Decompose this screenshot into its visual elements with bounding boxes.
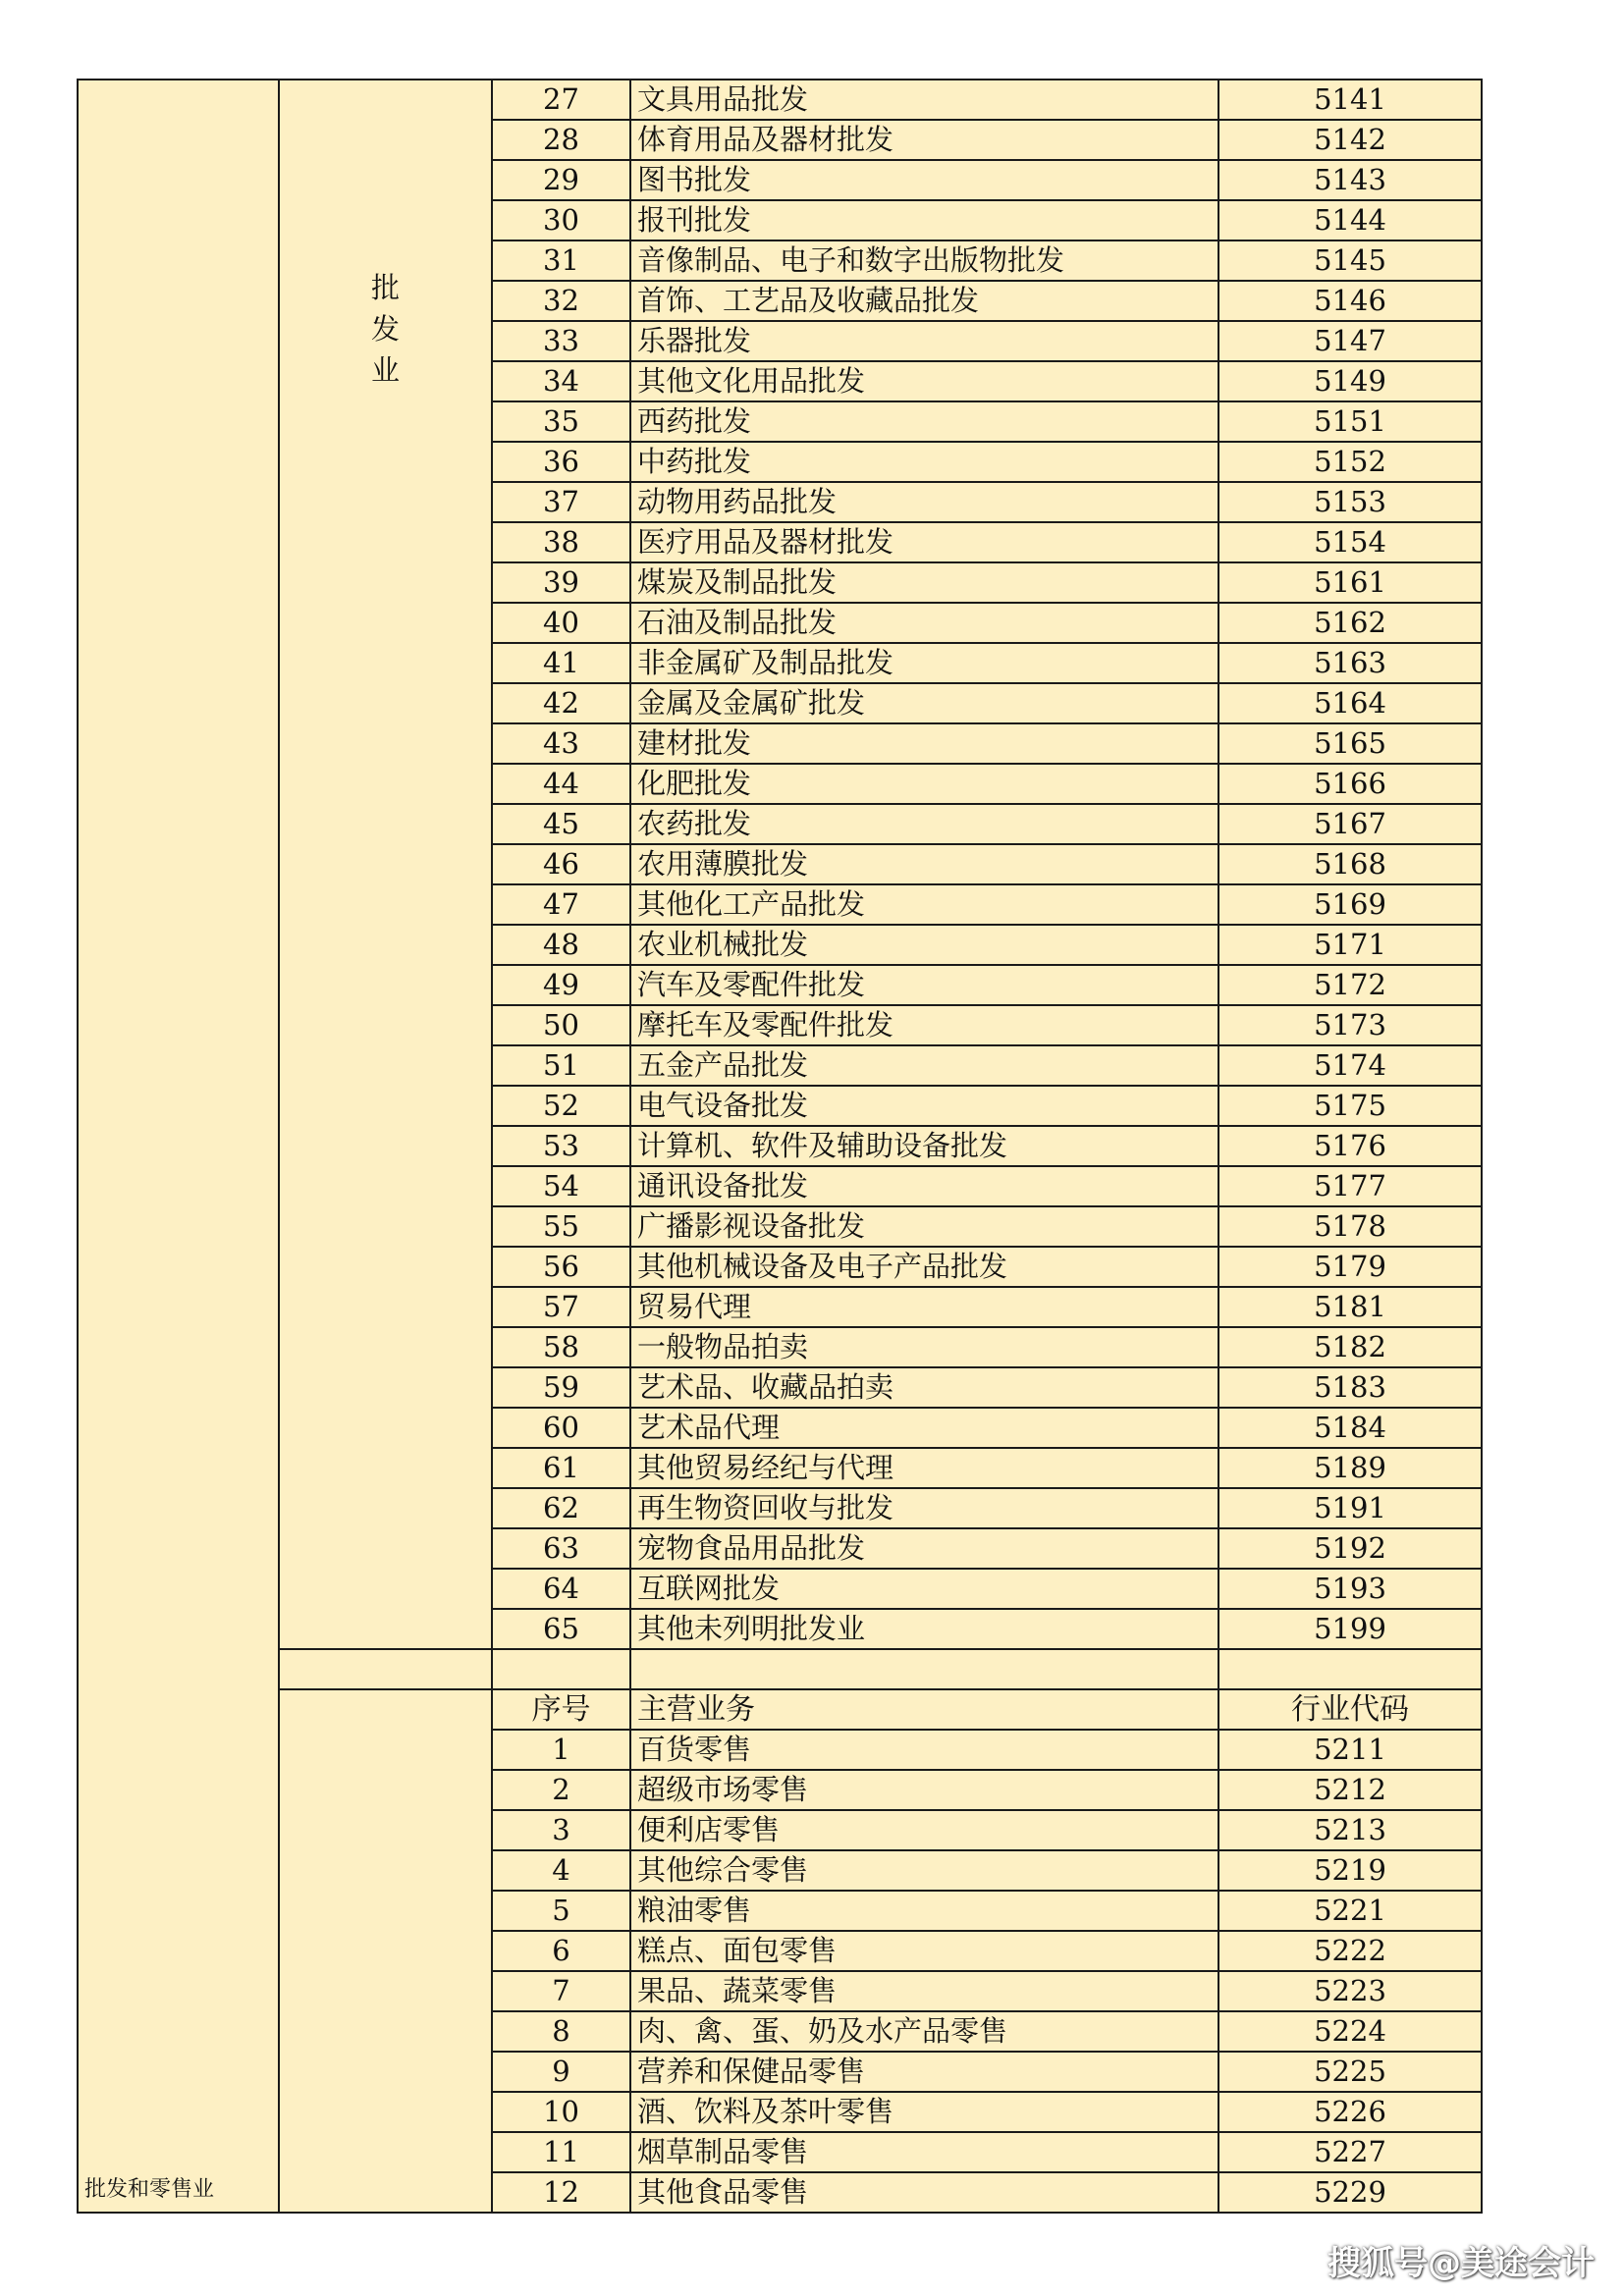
business-cell: 首饰、工艺品及收藏品批发 xyxy=(630,281,1218,321)
code-cell: 5175 xyxy=(1218,1086,1482,1126)
business-cell: 其他综合零售 xyxy=(630,1850,1218,1891)
business-cell: 体育用品及器材批发 xyxy=(630,120,1218,160)
business-cell: 西药批发 xyxy=(630,401,1218,442)
header-seq: 序号 xyxy=(492,1689,630,1730)
business-cell: 贸易代理 xyxy=(630,1287,1218,1327)
watermark: 搜狐号@美途会计 xyxy=(1327,2244,1595,2283)
header-code: 行业代码 xyxy=(1218,1689,1482,1730)
seq-cell: 5 xyxy=(492,1891,630,1931)
code-cell: 5153 xyxy=(1218,482,1482,522)
code-cell: 5199 xyxy=(1218,1609,1482,1649)
code-cell: 5161 xyxy=(1218,562,1482,603)
seq-cell: 65 xyxy=(492,1609,630,1649)
seq-cell: 59 xyxy=(492,1367,630,1408)
business-cell: 农用薄膜批发 xyxy=(630,844,1218,884)
business-cell: 电气设备批发 xyxy=(630,1086,1218,1126)
code-cell: 5154 xyxy=(1218,522,1482,562)
table-row xyxy=(78,80,1482,120)
seq-cell: 43 xyxy=(492,723,630,764)
business-cell: 烟草制品零售 xyxy=(630,2132,1218,2172)
seq-cell: 41 xyxy=(492,643,630,683)
seq-cell: 34 xyxy=(492,361,630,401)
code-cell: 5145 xyxy=(1218,240,1482,281)
code-cell: 5224 xyxy=(1218,2011,1482,2052)
seq-cell: 60 xyxy=(492,1408,630,1448)
business-cell: 文具用品批发 xyxy=(630,80,1218,120)
industry-code-table xyxy=(77,79,1483,2214)
business-cell: 再生物资回收与批发 xyxy=(630,1488,1218,1528)
business-cell: 百货零售 xyxy=(630,1730,1218,1770)
code-cell: 5221 xyxy=(1218,1891,1482,1931)
business-cell: 艺术品、收藏品拍卖 xyxy=(630,1367,1218,1408)
seq-cell: 39 xyxy=(492,562,630,603)
seq-cell: 44 xyxy=(492,764,630,804)
code-cell: 5213 xyxy=(1218,1810,1482,1850)
business-cell: 化肥批发 xyxy=(630,764,1218,804)
business-cell: 中药批发 xyxy=(630,442,1218,482)
business-cell: 农业机械批发 xyxy=(630,925,1218,965)
business-cell: 石油及制品批发 xyxy=(630,603,1218,643)
code-cell: 5142 xyxy=(1218,120,1482,160)
seq-cell: 32 xyxy=(492,281,630,321)
code-cell: 5144 xyxy=(1218,200,1482,240)
business-cell: 煤炭及制品批发 xyxy=(630,562,1218,603)
seq-cell: 36 xyxy=(492,442,630,482)
business-cell: 建材批发 xyxy=(630,723,1218,764)
seq-cell: 30 xyxy=(492,200,630,240)
code-cell: 5212 xyxy=(1218,1770,1482,1810)
business-cell: 动物用药品批发 xyxy=(630,482,1218,522)
business-cell: 粮油零售 xyxy=(630,1891,1218,1931)
code-cell: 5176 xyxy=(1218,1126,1482,1166)
code-cell: 5226 xyxy=(1218,2092,1482,2132)
business-cell: 五金产品批发 xyxy=(630,1045,1218,1086)
seq-cell: 63 xyxy=(492,1528,630,1569)
seq-cell: 61 xyxy=(492,1448,630,1488)
seq-cell: 29 xyxy=(492,160,630,200)
seq-cell: 46 xyxy=(492,844,630,884)
seq-cell: 1 xyxy=(492,1730,630,1770)
blank-cell xyxy=(279,1649,492,1689)
seq-cell: 37 xyxy=(492,482,630,522)
business-cell: 音像制品、电子和数字出版物批发 xyxy=(630,240,1218,281)
seq-cell: 55 xyxy=(492,1206,630,1247)
seq-cell: 31 xyxy=(492,240,630,281)
seq-cell: 54 xyxy=(492,1166,630,1206)
code-cell: 5164 xyxy=(1218,683,1482,723)
seq-cell: 64 xyxy=(492,1569,630,1609)
seq-cell: 42 xyxy=(492,683,630,723)
sector-label-wholesale: 批 发 业 xyxy=(279,80,492,1649)
business-cell: 便利店零售 xyxy=(630,1810,1218,1850)
business-cell: 非金属矿及制品批发 xyxy=(630,643,1218,683)
retail-header-row xyxy=(78,1689,1482,1730)
code-cell: 5181 xyxy=(1218,1287,1482,1327)
code-cell: 5193 xyxy=(1218,1569,1482,1609)
code-cell: 5151 xyxy=(1218,401,1482,442)
code-cell: 5192 xyxy=(1218,1528,1482,1569)
business-cell: 乐器批发 xyxy=(630,321,1218,361)
code-cell: 5172 xyxy=(1218,965,1482,1005)
seq-cell: 40 xyxy=(492,603,630,643)
blank-row xyxy=(78,1649,1482,1689)
seq-cell: 56 xyxy=(492,1247,630,1287)
seq-cell: 10 xyxy=(492,2092,630,2132)
seq-cell: 7 xyxy=(492,1971,630,2011)
seq-cell: 35 xyxy=(492,401,630,442)
seq-cell: 47 xyxy=(492,884,630,925)
code-cell: 5179 xyxy=(1218,1247,1482,1287)
business-cell: 糕点、面包零售 xyxy=(630,1931,1218,1971)
business-cell: 果品、蔬菜零售 xyxy=(630,1971,1218,2011)
business-cell: 广播影视设备批发 xyxy=(630,1206,1218,1247)
code-cell: 5171 xyxy=(1218,925,1482,965)
business-cell: 其他未列明批发业 xyxy=(630,1609,1218,1649)
seq-cell: 8 xyxy=(492,2011,630,2052)
business-cell: 报刊批发 xyxy=(630,200,1218,240)
seq-cell: 3 xyxy=(492,1810,630,1850)
seq-cell: 50 xyxy=(492,1005,630,1045)
code-cell: 5223 xyxy=(1218,1971,1482,2011)
code-cell: 5165 xyxy=(1218,723,1482,764)
seq-cell: 48 xyxy=(492,925,630,965)
business-cell: 其他文化用品批发 xyxy=(630,361,1218,401)
business-cell: 一般物品拍卖 xyxy=(630,1327,1218,1367)
code-cell: 5225 xyxy=(1218,2052,1482,2092)
business-cell: 肉、禽、蛋、奶及水产品零售 xyxy=(630,2011,1218,2052)
business-cell: 其他化工产品批发 xyxy=(630,884,1218,925)
business-cell: 医疗用品及器材批发 xyxy=(630,522,1218,562)
business-cell: 营养和保健品零售 xyxy=(630,2052,1218,2092)
seq-cell: 49 xyxy=(492,965,630,1005)
seq-cell: 12 xyxy=(492,2172,630,2213)
code-cell: 5141 xyxy=(1218,80,1482,120)
business-cell: 酒、饮料及茶叶零售 xyxy=(630,2092,1218,2132)
seq-cell: 45 xyxy=(492,804,630,844)
code-cell: 5168 xyxy=(1218,844,1482,884)
code-cell: 5222 xyxy=(1218,1931,1482,1971)
code-cell: 5211 xyxy=(1218,1730,1482,1770)
code-cell: 5169 xyxy=(1218,884,1482,925)
seq-cell: 11 xyxy=(492,2132,630,2172)
seq-cell: 62 xyxy=(492,1488,630,1528)
code-cell: 5149 xyxy=(1218,361,1482,401)
code-cell: 5182 xyxy=(1218,1327,1482,1367)
seq-cell: 4 xyxy=(492,1850,630,1891)
seq-cell: 57 xyxy=(492,1287,630,1327)
business-cell: 宠物食品用品批发 xyxy=(630,1528,1218,1569)
industry-label: 批发和零售业 xyxy=(78,80,279,2213)
code-cell: 5178 xyxy=(1218,1206,1482,1247)
business-cell: 通讯设备批发 xyxy=(630,1166,1218,1206)
seq-cell: 28 xyxy=(492,120,630,160)
code-cell: 5146 xyxy=(1218,281,1482,321)
code-cell: 5184 xyxy=(1218,1408,1482,1448)
code-cell: 5183 xyxy=(1218,1367,1482,1408)
business-cell: 摩托车及零配件批发 xyxy=(630,1005,1218,1045)
code-cell: 5166 xyxy=(1218,764,1482,804)
seq-cell: 58 xyxy=(492,1327,630,1367)
seq-cell: 38 xyxy=(492,522,630,562)
header-business: 主营业务 xyxy=(630,1689,1218,1730)
blank-cell xyxy=(492,1649,630,1689)
code-cell: 5143 xyxy=(1218,160,1482,200)
code-cell: 5173 xyxy=(1218,1005,1482,1045)
seq-cell: 2 xyxy=(492,1770,630,1810)
code-cell: 5229 xyxy=(1218,2172,1482,2213)
code-cell: 5177 xyxy=(1218,1166,1482,1206)
seq-cell: 33 xyxy=(492,321,630,361)
seq-cell: 53 xyxy=(492,1126,630,1166)
seq-cell: 51 xyxy=(492,1045,630,1086)
business-cell: 其他食品零售 xyxy=(630,2172,1218,2213)
business-cell: 超级市场零售 xyxy=(630,1770,1218,1810)
business-cell: 农药批发 xyxy=(630,804,1218,844)
seq-cell: 9 xyxy=(492,2052,630,2092)
code-cell: 5174 xyxy=(1218,1045,1482,1086)
code-cell: 5219 xyxy=(1218,1850,1482,1891)
business-cell: 金属及金属矿批发 xyxy=(630,683,1218,723)
business-cell: 其他贸易经纪与代理 xyxy=(630,1448,1218,1488)
code-cell: 5147 xyxy=(1218,321,1482,361)
code-cell: 5227 xyxy=(1218,2132,1482,2172)
code-cell: 5163 xyxy=(1218,643,1482,683)
business-cell: 其他机械设备及电子产品批发 xyxy=(630,1247,1218,1287)
business-cell: 艺术品代理 xyxy=(630,1408,1218,1448)
business-cell: 互联网批发 xyxy=(630,1569,1218,1609)
code-cell: 5162 xyxy=(1218,603,1482,643)
business-cell: 汽车及零配件批发 xyxy=(630,965,1218,1005)
business-cell: 图书批发 xyxy=(630,160,1218,200)
blank-cell xyxy=(1218,1649,1482,1689)
code-cell: 5152 xyxy=(1218,442,1482,482)
sector-label-retail xyxy=(279,1689,492,2213)
seq-cell: 52 xyxy=(492,1086,630,1126)
code-cell: 5191 xyxy=(1218,1488,1482,1528)
code-cell: 5167 xyxy=(1218,804,1482,844)
code-cell: 5189 xyxy=(1218,1448,1482,1488)
seq-cell: 6 xyxy=(492,1931,630,1971)
blank-cell xyxy=(630,1649,1218,1689)
seq-cell: 27 xyxy=(492,80,630,120)
business-cell: 计算机、软件及辅助设备批发 xyxy=(630,1126,1218,1166)
